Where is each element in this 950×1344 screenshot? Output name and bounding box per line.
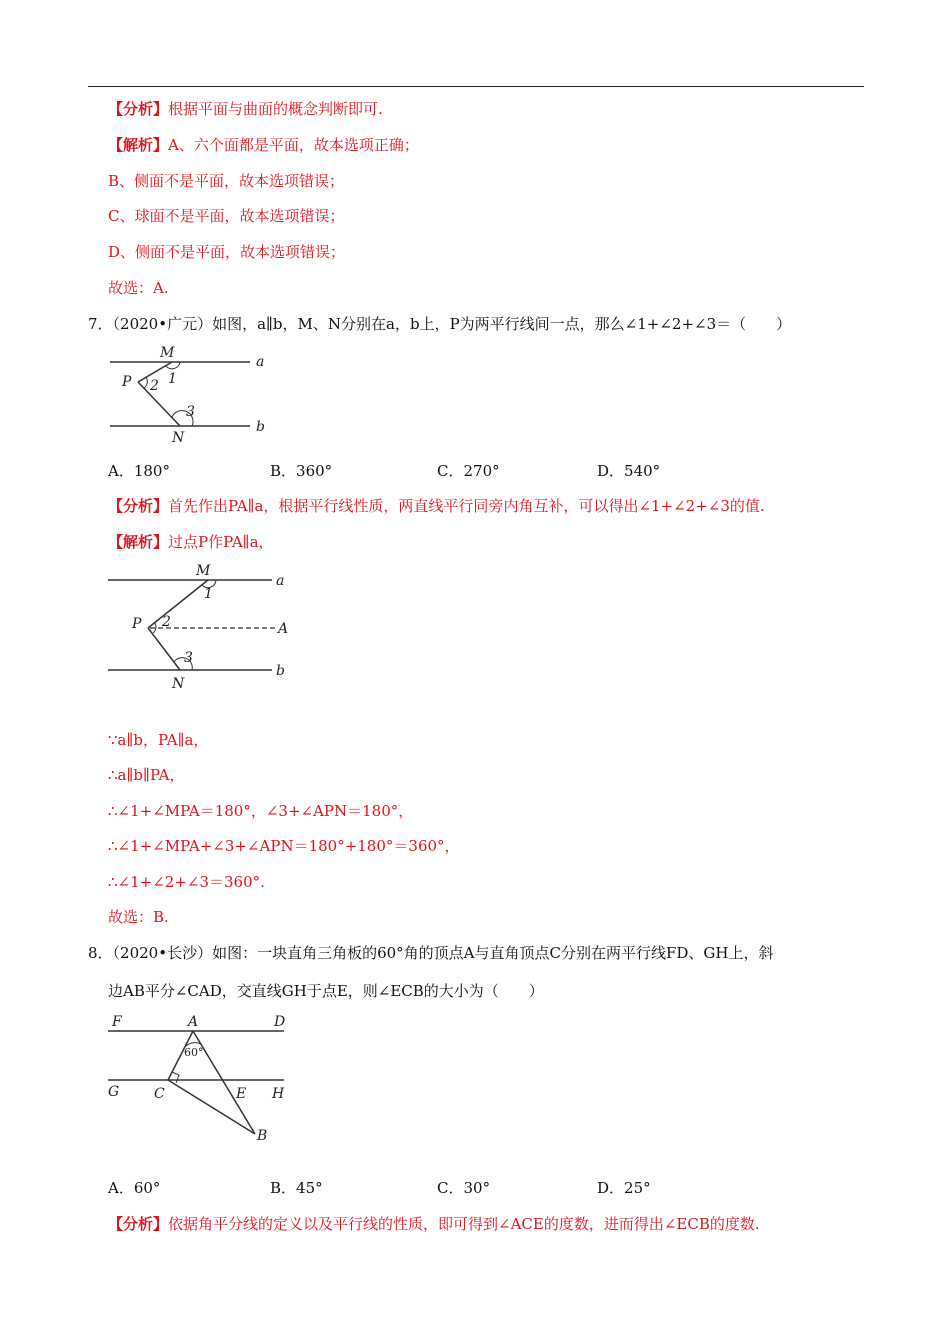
- q7-analysis-line: [108, 495, 765, 517]
- q8-fig-label: B: [257, 1128, 268, 1144]
- q6-answer-tag: 【解析】: [108, 136, 169, 154]
- q8-fig-label: F: [112, 1014, 122, 1030]
- q7-step: ∴∠1+∠MPA+∠3+∠APN＝180°+180°＝360°，: [108, 837, 460, 855]
- q6-answer-text: A、六个面都是平面，故本选项正确；: [168, 136, 419, 154]
- q7-option-b: B．360°: [270, 462, 333, 480]
- q6-analysis-text: 根据平面与曲面的概念判断即可.: [168, 100, 383, 118]
- q8-option-a: A．60°: [108, 1179, 161, 1197]
- q7-option-c: C．270°: [437, 462, 500, 480]
- q7-stem: 7．（2020•广元）如图，a∥b，M、N分别在a，b上，P为两平行线间一点，那么∠1+∠2+∠3＝（ ）: [88, 315, 792, 333]
- q6-answer-line: [108, 134, 419, 156]
- q8-option-d: D．25°: [597, 1179, 651, 1197]
- q8-fig-label: D: [274, 1014, 286, 1030]
- q8-option-c: C．30°: [437, 1179, 491, 1197]
- q6-step: C、球面不是平面，故本选项错误；: [108, 207, 345, 225]
- q8-analysis-tag: 【分析】: [108, 1215, 169, 1233]
- q7-option-a: A．180°: [108, 462, 170, 480]
- q7-sol-label: N: [172, 676, 185, 692]
- header-rule: [88, 86, 864, 87]
- q7-sol-label: b: [276, 663, 285, 679]
- q7-fig-label: N: [172, 430, 185, 446]
- q8-figure: [100, 1008, 300, 1148]
- q7-solution-figure: [100, 558, 300, 698]
- q8-fig-label: G: [108, 1084, 120, 1100]
- q6-choice: 故选：A.: [108, 279, 169, 297]
- q8-analysis-text: 依据角平分线的定义以及平行线的性质，即可得到∠ACE的度数，进而得出∠ECB的度数.: [168, 1215, 760, 1233]
- q7-fig-label: 2: [150, 378, 159, 394]
- q7-sol-label: P: [132, 616, 142, 632]
- q7-analysis-tag: 【分析】: [108, 497, 169, 515]
- q7-answer-text: 过点P作PA∥a，: [168, 533, 274, 551]
- q7-step: ∴∠1+∠MPA＝180°，∠3+∠APN＝180°，: [108, 802, 414, 820]
- q7-sol-label: 1: [204, 586, 213, 602]
- q6-step: B、侧面不是平面，故本选项错误；: [108, 172, 345, 190]
- q7-sol-label: A: [278, 621, 289, 637]
- q7-fig-label: b: [256, 419, 265, 435]
- q7-fig-label: M: [160, 345, 175, 361]
- q7-figure: [100, 340, 280, 448]
- q7-analysis-text: 首先作出PA∥a，根据平行线性质，两直线平行同旁内角互补，可以得出∠1+∠2+∠3的值.: [168, 497, 765, 515]
- q6-analysis-tag: 【分析】: [108, 100, 169, 118]
- q6-step: D、侧面不是平面，故本选项错误；: [108, 243, 346, 261]
- q7-step: ∵a∥b，PA∥a，: [108, 731, 209, 749]
- q6-analysis-line: [108, 98, 383, 120]
- q8-fig-label: E: [236, 1086, 247, 1102]
- q8-fig-label: C: [154, 1086, 165, 1102]
- q7-answer-line: [108, 531, 274, 553]
- q7-step: ∴a∥b∥PA，: [108, 766, 185, 784]
- q7-sol-label: 3: [184, 650, 193, 666]
- q7-fig-label: 1: [168, 371, 177, 387]
- q8-option-b: B．45°: [270, 1179, 323, 1197]
- q8-fig-label: 60°: [184, 1046, 204, 1059]
- q7-fig-label: 3: [186, 404, 195, 420]
- q8-stem-line1: 8．（2020•长沙）如图：一块直角三角板的60°角的顶点A与直角顶点C分别在两平行线FD、GH上，斜: [88, 944, 774, 962]
- q7-step: ∴∠1+∠2+∠3＝360°.: [108, 873, 265, 891]
- q8-fig-label: A: [188, 1014, 199, 1030]
- q7-option-d: D．540°: [597, 462, 661, 480]
- q7-sol-label: M: [196, 563, 211, 579]
- q8-stem-line2: 边AB平分∠CAD，交直线GH于点E，则∠ECB的大小为（ ）: [108, 982, 544, 1000]
- q8-fig-label: H: [272, 1086, 285, 1102]
- q7-choice: 故选：B.: [108, 908, 169, 926]
- q7-fig-label: P: [122, 374, 132, 390]
- q7-sol-label: 2: [162, 614, 171, 630]
- q7-fig-label: a: [256, 354, 265, 370]
- q7-answer-tag: 【解析】: [108, 533, 169, 551]
- q7-sol-label: a: [276, 573, 285, 589]
- q8-analysis-line: [108, 1213, 760, 1235]
